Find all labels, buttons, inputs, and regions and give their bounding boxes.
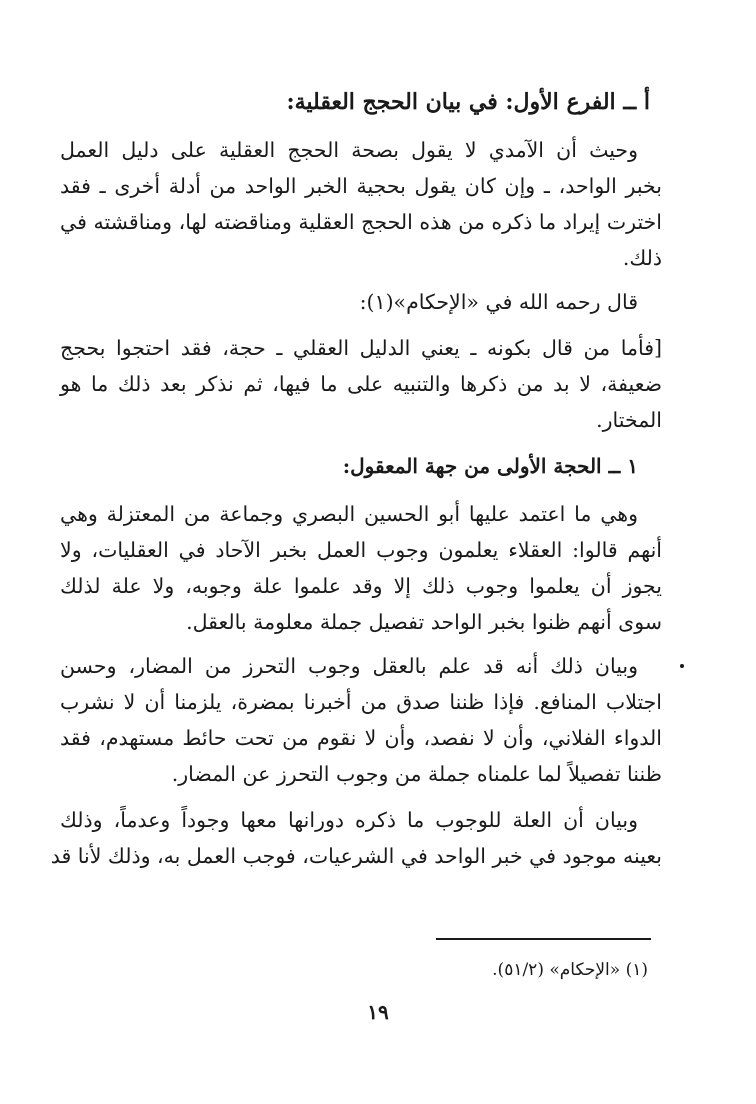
paragraph3-line-4: ظننا تفصيلاً لما علمناه جملة من وجوب التحرز عن المضار. bbox=[171, 762, 662, 786]
page-number: ١٩ bbox=[367, 1000, 389, 1024]
quote-line-1: [فأما من قال بكونه ـ يعني الدليل العقلي ـ حجة، فقد احتجوا بحجج bbox=[60, 336, 662, 360]
paragraph2-line-4: سوى أنهم ظنوا بخبر الواحد تفصيل جملة معلومة بالعقل. bbox=[186, 610, 662, 634]
paragraph2-line-1: وهي ما اعتمد عليها أبو الحسين البصري وجماعة من المعتزلة وهي bbox=[60, 502, 638, 526]
paragraph4-line-1: وبيان أن العلة للوجوب ما ذكره دورانها معها وجوداً وعدماً، وذلك bbox=[60, 808, 638, 832]
paragraph2-line-2: أنهم قالوا: العقلاء يعلمون وجوب العمل بخبر الآحاد في العقليات، ولا bbox=[60, 538, 662, 562]
paragraph4-line-2: بعينه موجود في خبر الواحد في الشرعيات، فوجب العمل به، وذلك لأنا قد bbox=[50, 844, 662, 868]
paragraph1-line-2: بخبر الواحد، ـ وإن كان يقول بحجية الخبر الواحد من أدلة أخرى ـ فقد bbox=[60, 174, 662, 198]
margin-mark bbox=[680, 664, 684, 668]
quote-line-2: ضعيفة، لا بد من ذكرها والتنبيه على ما فيها، ثم نذكر بعد ذلك ما هو bbox=[60, 372, 662, 396]
quote-line-3: المختار. bbox=[596, 408, 662, 432]
paragraph1-line-1: وحيث أن الآمدي لا يقول بصحة الحجج العقلية على دليل العمل bbox=[60, 138, 638, 162]
section-heading: أ ــ الفرع الأول: في بيان الحجج العقلية: bbox=[286, 89, 650, 115]
paragraph1-line-3: اخترت إيراد ما ذكره من هذه الحجج العقلية ومناقضته لها، ومناقشته في bbox=[60, 210, 662, 234]
paragraph3-line-1: وبيان ذلك أنه قد علم بالعقل وجوب التحرز من المضار، وحسن bbox=[60, 654, 638, 678]
paragraph3-line-3: الدواء الفلاني، وأن لا نفصد، وأن لا نقوم من تحت حائط مستهدم، فقد bbox=[60, 726, 662, 750]
footnote: (١) «الإحكام» (٥١/٢). bbox=[492, 960, 648, 980]
paragraph3-line-2: اجتلاب المنافع. فإذا ظننا صدق من أخبرنا بمضرة، يلزمنا أن لا نشرب bbox=[60, 690, 662, 714]
footnote-divider bbox=[436, 938, 651, 940]
paragraph2-line-3: يجوز أن يعلموا وجوب ذلك إلا وقد علموا علة وجوبه، ولا علة لذلك bbox=[60, 574, 662, 598]
subheading: ١ ــ الحجة الأولى من جهة المعقول: bbox=[342, 454, 638, 478]
paragraph1-line-4: ذلك. bbox=[622, 246, 662, 270]
quote-intro: قال رحمه الله في «الإحكام»(١): bbox=[359, 290, 638, 314]
